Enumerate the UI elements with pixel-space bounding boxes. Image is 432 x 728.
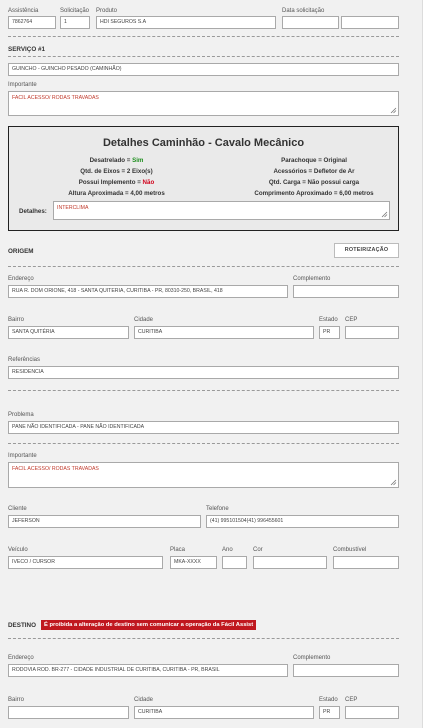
problema-label: Problema — [8, 412, 34, 418]
servico-importante-text: FACIL ACESSO/ RODAS TRAVADAS — [12, 95, 99, 101]
solicitacao-field[interactable]: 1 — [60, 16, 90, 29]
cor-label: Cor — [253, 547, 263, 553]
destino-bairro-label: Bairro — [8, 697, 25, 703]
origem-complemento-label: Complemento — [293, 276, 331, 282]
resize-grip-icon[interactable] — [390, 479, 397, 486]
destino-bairro-field[interactable] — [8, 706, 129, 719]
referencias-label: Referências — [8, 357, 41, 363]
origem-estado-label: Estado — [319, 317, 338, 323]
destino-endereco-field[interactable]: RODOVIA ROD. BR-277 - CIDADE INDUSTRIAL DE CURITIBA, CURITIBA - PR, BRASIL — [8, 664, 288, 677]
origem-endereco-field[interactable]: RUA R. DOM ORIONE, 418 - SANTA QUITERIA, CURITIBA - PR, 80310-250, BRASIL, 418 — [8, 285, 288, 298]
origem-cidade-field[interactable]: CURITIBA — [134, 326, 314, 339]
assistencia-field[interactable]: 7862764 — [8, 16, 56, 29]
telefone-label: Telefone — [206, 506, 229, 512]
data-solicitacao-label: Data solicitação — [282, 8, 325, 14]
divider — [8, 638, 399, 639]
servico-importante-textarea[interactable] — [8, 91, 399, 116]
problema-importante-label: Importante — [8, 453, 37, 459]
destino-warning-badge: É proibida a alteração de destino sem comunicar a operação da Fácil Assist — [41, 620, 256, 630]
problema-field[interactable]: PANE NÃO IDENTIFICADA - PANE NÃO IDENTIFICADA — [8, 421, 399, 434]
origem-bairro-label: Bairro — [8, 317, 25, 323]
ano-field[interactable] — [222, 556, 247, 569]
hora-solicitacao-field[interactable] — [341, 16, 399, 29]
ano-label: Ano — [222, 547, 233, 553]
problema-importante-text: FACIL ACESSO/ RODAS TRAVADAS — [12, 466, 99, 472]
cliente-label: Cliente — [8, 506, 27, 512]
destino-estado-field[interactable]: PR — [319, 706, 340, 719]
cor-field[interactable] — [253, 556, 327, 569]
detalhes-label: Detalhes: — [19, 208, 47, 215]
origem-bairro-field[interactable]: SANTA QUITÉRIA — [8, 326, 129, 339]
divider — [8, 266, 399, 267]
produto-label: Produto — [96, 8, 118, 14]
combustivel-field[interactable] — [333, 556, 399, 569]
origem-estado-field[interactable]: PR — [319, 326, 340, 339]
desatrelado-line: Desatrelado = Sim — [89, 157, 144, 164]
resize-grip-icon[interactable] — [390, 107, 397, 114]
altura-line: Altura Aproximada = 4,00 metros — [68, 190, 165, 197]
eixos-line: Qtd. de Eixos = 2 Eixo(s) — [80, 168, 153, 175]
referencias-field[interactable]: RESIDENCIA — [8, 366, 399, 379]
cliente-field[interactable]: JEFERSON — [8, 515, 201, 528]
divider — [8, 443, 399, 444]
detalhes-text: INTERCLIMA — [57, 205, 89, 211]
importante-label: Importante — [8, 82, 37, 88]
destino-cidade-label: Cidade — [134, 697, 154, 703]
servico-field[interactable]: GUINCHO - GUINCHO PESADO (CAMINHÃO) — [8, 63, 399, 76]
solicitacao-label: Solicitação — [60, 8, 90, 14]
origem-title: ORIGEM — [8, 248, 34, 255]
divider — [8, 390, 399, 391]
placa-label: Placa — [170, 547, 186, 553]
origem-cep-field[interactable] — [345, 326, 399, 339]
problema-importante-textarea[interactable] — [8, 462, 399, 488]
origem-endereco-label: Endereço — [8, 276, 34, 282]
truck-details-title: Detalhes Caminhão - Cavalo Mecânico — [102, 137, 305, 149]
veiculo-label: Veículo — [8, 547, 28, 553]
assistencia-label: Assistência — [8, 8, 39, 14]
roteirizacao-button[interactable]: ROTEIRIZAÇÃO — [334, 243, 399, 258]
parachoque-line: Parachoque = Original — [281, 157, 347, 164]
produto-field[interactable]: HDI SEGUROS S.A — [96, 16, 276, 29]
destino-estado-label: Estado — [319, 697, 338, 703]
detalhes-textarea[interactable] — [53, 201, 390, 220]
destino-title: DESTINO — [8, 622, 36, 629]
origem-cidade-label: Cidade — [134, 317, 154, 323]
divider — [8, 56, 399, 57]
origem-complemento-field[interactable] — [293, 285, 399, 298]
data-solicitacao-field[interactable] — [282, 16, 339, 29]
destino-complemento-field[interactable] — [293, 664, 399, 677]
destino-cep-field[interactable] — [345, 706, 399, 719]
desatrelado-value: Sim — [132, 157, 144, 164]
resize-grip-icon[interactable] — [381, 211, 388, 218]
destino-cidade-field[interactable]: CURITIBA — [134, 706, 314, 719]
acessorios-line: Acessórios = Defletor de Ar — [273, 168, 355, 175]
destino-complemento-label: Complemento — [293, 655, 331, 661]
servico-title: SERVIÇO #1 — [8, 46, 45, 53]
veiculo-field[interactable]: IVECO / CURSOR — [8, 556, 163, 569]
origem-cep-label: CEP — [345, 317, 358, 323]
combustivel-label: Combustível — [333, 547, 367, 553]
implemento-value: Não — [142, 179, 155, 186]
placa-field[interactable]: MKA-XXXX — [170, 556, 217, 569]
destino-cep-label: CEP — [345, 697, 358, 703]
divider — [8, 36, 399, 37]
telefone-field[interactable]: (41) 995101504(41) 996455601 — [206, 515, 399, 528]
destino-endereco-label: Endereço — [8, 655, 34, 661]
implemento-line: Possui Implemento = Não — [78, 179, 155, 186]
truck-details-box — [8, 126, 399, 231]
carga-line: Qtd. Carga = Não possui carga — [268, 179, 360, 186]
comprimento-line: Comprimento Aproximado = 6,00 metros — [254, 190, 374, 197]
